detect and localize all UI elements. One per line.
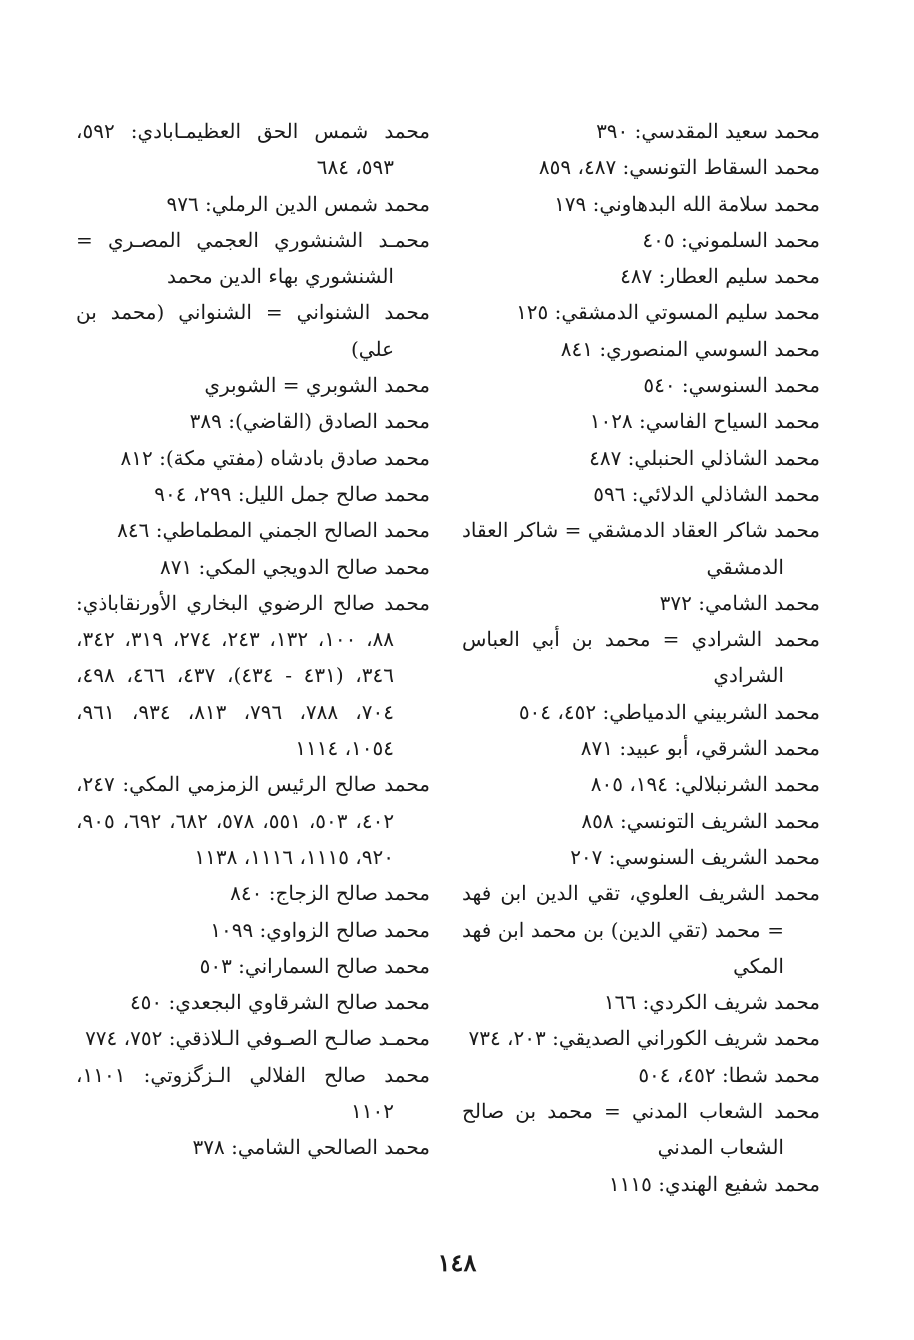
index-entry: محمد السياح الفاسي: ١٠٢٨ (589, 409, 820, 434)
index-entry: محمد الصالحي الشامي: ٣٧٨ (192, 1135, 430, 1160)
index-entry: محمد صالح الرضوي البخاري الأورنقاباذي: ٨٨، ١٠٠، ١٣٢، ٢٤٣، ٢٧٤، ٣١٩، ٣٤٢، ٣٤٦، (٤٣١ - ٤٣٤)، ٤٣٧، ٤٦٦، ٤٩٨، ٧٠٤، ٧٨٨، ٧٩٦، ٨١٣، ٩٣٤، ٩٦١، ١٠٥٤، ١١١٤ (76, 590, 430, 761)
index-entry: محمد سلامة الله البدهاوني: ١٧٩ (554, 191, 820, 216)
index-entry: محمد صالح الفلالي الـزگزوتي: ١١٠١، ١١٠٢ (76, 1062, 430, 1124)
index-entry: محمد صالح الشرقاوي البجعدي: ٤٥٠ (129, 990, 430, 1015)
index-entry: محمد السوسي المنصوري: ٨٤١ (560, 336, 820, 361)
index-entry: محمد صالح الدويجي المكي: ٨٧١ (159, 554, 430, 579)
index-entry: محمد سعيد المقدسي: ٣٩٠ (596, 119, 820, 143)
index-entry: محمد شاكر العقاد الدمشقي = شاكر العقاد الدمشقي (462, 518, 820, 579)
index-entry: محمد سليم المسوتي الدمشقي: ١٢٥ (516, 300, 820, 325)
index-entry: محمد الشريف التونسي: ٨٥٨ (581, 808, 820, 833)
index-entry: محمد صالح جمل الليل: ٢٩٩، ٩٠٤ (154, 481, 430, 506)
index-entry: محمد الشرقي، أبو عبيد: ٨٧١ (580, 736, 820, 761)
index-entry: محمد صالح الزواوي: ١٠٩٩ (210, 917, 430, 942)
index-entry: محمد شمس الدين الرملي: ٩٧٦ (166, 191, 430, 216)
index-entry: محمـد صالـح الصـوفي الـلاذقي: ٧٥٢، ٧٧٤ (85, 1026, 430, 1051)
index-entry: محمد الشربيني الدمياطي: ٤٥٢، ٥٠٤ (518, 699, 820, 724)
index-entry: محمد صالح الزجاج: ٨٤٠ (230, 881, 430, 906)
index-entry: محمد صادق بادشاه (مفتي مكة): ٨١٢ (120, 445, 430, 470)
index-entry: محمد السنوسي: ٥٤٠ (643, 373, 820, 398)
index-entry: محمد الشنواني = الشنواني (محمد بن علي) (76, 300, 430, 361)
index-entry: محمد شريف الكردي: ١٦٦ (603, 990, 820, 1015)
index-entry: محمد السلموني: ٤٠٥ (642, 227, 820, 252)
index-entry: محمد شفيع الهندي: ١١١٥ (608, 1171, 820, 1196)
index-entry: محمد شطا: ٤٥٢، ٥٠٤ (638, 1062, 820, 1087)
index-entry: محمد الشاذلي الدلائي: ٥٩٦ (593, 481, 820, 506)
index-entry: محمد الصالح الجمني المطماطي: ٨٤٦ (117, 518, 430, 543)
index-entry: محمد الصادق (القاضي): ٣٨٩ (189, 409, 430, 434)
index-entry: محمد صالح السماراني: ٥٠٣ (199, 953, 430, 978)
index-entry: محمد الشريف العلوي، تقي الدين ابن فهد = محمد (تقي الدين) بن محمد ابن فهد المكي (462, 881, 820, 978)
index-entry: محمد الشرادي = محمد بن أبي العباس الشرادي (462, 627, 820, 688)
index-entry: محمد شريف الكوراني الصديقي: ٢٠٣، ٧٣٤ (468, 1026, 820, 1051)
index-column-left (76, 113, 430, 1166)
page-number: ١٤٨ (437, 1248, 477, 1277)
index-entry: محمد السقاط التونسي: ٤٨٧، ٨٥٩ (538, 155, 820, 180)
index-entry: محمد شمس الحق العظيمـابادي: ٥٩٢، ٥٩٣، ٦٨٤ (76, 119, 430, 180)
index-entry: محمد الشامي: ٣٧٢ (659, 590, 820, 615)
index-entry: محمد الشريف السنوسي: ٢٠٧ (570, 844, 820, 869)
index-entry: محمد الشوبري = الشوبري (204, 373, 430, 398)
index-entry: محمـد الشنشوري العجمي المصـري = الشنشوري بهاء الدين محمد (76, 227, 430, 289)
index-entry: محمد الشاذلي الحنبلي: ٤٨٧ (589, 445, 820, 470)
index-entry: محمد صالح الرئيس الزمزمي المكي: ٢٤٧، ٤٠٢، ٥٠٣، ٥٥١، ٥٧٨، ٦٨٢، ٦٩٢، ٩٠٥، ٩٢٠، ١١١٥، ١١١٦، ١١٣٨ (76, 772, 430, 869)
index-entry: محمد الشرنبلالي: ١٩٤، ٨٠٥ (590, 772, 820, 797)
index-entry: محمد سليم العطار: ٤٨٧ (620, 264, 820, 289)
index-entry: محمد الشعاب المدني = محمد بن صالح الشعاب المدني (462, 1099, 820, 1160)
index-column-right (462, 113, 820, 1202)
